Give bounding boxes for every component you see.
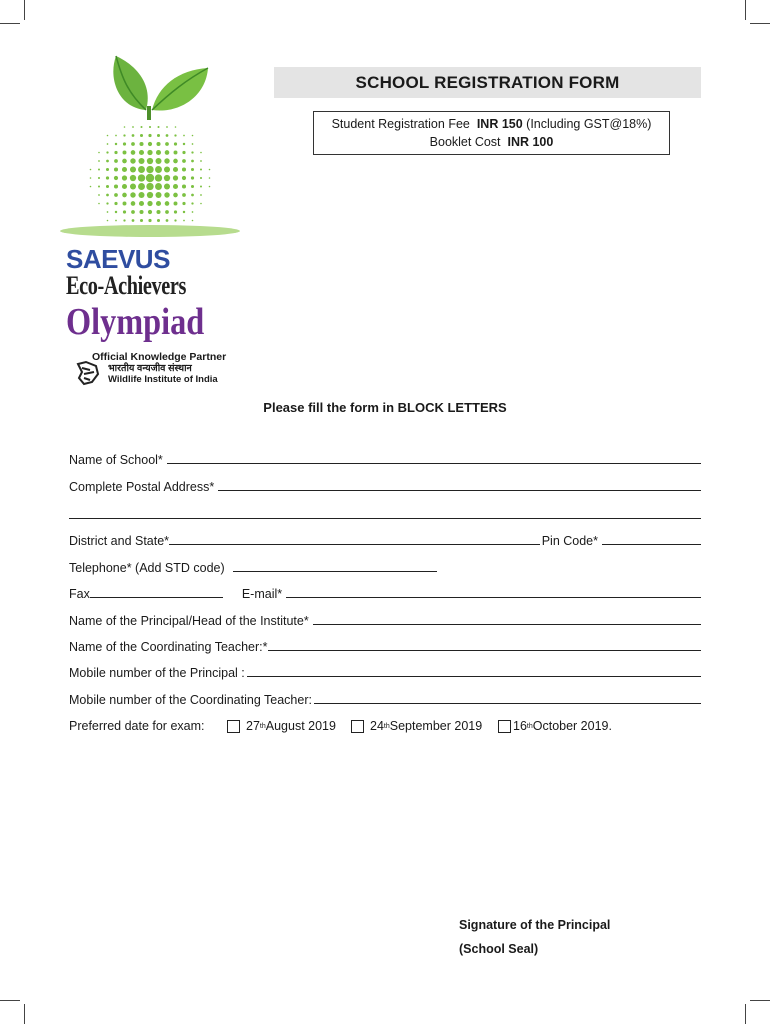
globe-dot (155, 174, 162, 181)
globe-dot (106, 160, 109, 163)
telephone-label: Telephone* (Add STD code) (69, 561, 225, 575)
partner-hindi: भारतीय वन्यजीव संस्थान (108, 363, 192, 374)
globe-dot (138, 166, 145, 173)
globe-dot (107, 220, 109, 222)
booklet-amount: INR 100 (507, 135, 554, 149)
principal-row (69, 614, 701, 628)
globe-dot (166, 126, 168, 128)
school-seal-label: (School Seal) (459, 942, 539, 956)
email-field[interactable] (286, 596, 701, 598)
coordinator-name-field[interactable] (268, 649, 702, 651)
globe-dot (123, 151, 127, 155)
globe-dot (106, 168, 109, 171)
globe-dot (122, 159, 127, 164)
crop-mark (750, 1000, 770, 1001)
globe-dot (130, 192, 135, 197)
knowledge-partner (78, 352, 226, 385)
globe-dot (165, 150, 170, 155)
instruction-text: Please fill the form in BLOCK LETTERS (263, 400, 507, 415)
tiger-emblem-icon (76, 360, 100, 386)
globe-dot (114, 151, 117, 154)
globe-dot (164, 183, 170, 189)
globe-dot (192, 220, 194, 222)
globe-dot (173, 184, 178, 189)
globe-dot (157, 219, 160, 222)
principal-mobile-row (69, 666, 701, 680)
globe-dot (156, 142, 160, 146)
address-row-2 (69, 506, 701, 522)
globe-dot (191, 176, 194, 179)
globe-dot (174, 202, 178, 206)
globe-dot (114, 193, 118, 197)
globe-dot (122, 184, 127, 189)
exam-option-october (498, 719, 612, 733)
globe-dot (164, 175, 170, 181)
globe-dot (182, 159, 186, 163)
globe-dot (200, 160, 202, 162)
globe-dot (90, 177, 92, 179)
globe-dot (114, 176, 118, 180)
globe-dot (115, 211, 117, 213)
school-name-field[interactable] (167, 462, 701, 464)
globe-dot (164, 166, 170, 172)
globe-dot (191, 160, 194, 163)
globe-dot (139, 142, 143, 146)
globe-dot (139, 150, 144, 155)
school-name-label: Name of School* (69, 453, 163, 467)
exam-option-checkbox[interactable] (351, 720, 364, 733)
globe-dot (114, 202, 117, 205)
globe-dot (174, 210, 177, 213)
exam-date-row (69, 719, 701, 733)
globe-dot (183, 220, 185, 222)
exam-option-month: October 2019. (532, 719, 612, 733)
globe-dot (191, 151, 193, 153)
principal-mobile-label: Mobile number of the Principal : (69, 666, 245, 680)
globe-dot (106, 194, 109, 197)
globe-dot (165, 201, 170, 206)
globe-dot (183, 143, 185, 145)
globe-dot (130, 175, 136, 181)
globe-dot (98, 177, 100, 179)
address-row (69, 480, 701, 494)
fee-label: Student Registration Fee (331, 117, 470, 131)
globe-dot (147, 150, 152, 155)
globe-dot (155, 183, 162, 190)
fax-label: Fax (69, 587, 90, 601)
globe-dot (107, 211, 109, 213)
globe-dot (209, 186, 211, 188)
globe-dot (132, 134, 135, 137)
exam-option-suffix: th (383, 722, 390, 730)
exam-option-month: September 2019 (389, 719, 483, 733)
globe-dot (138, 158, 144, 164)
fax-email-row (69, 587, 701, 601)
globe-dot (156, 210, 160, 214)
globe-dot (183, 135, 185, 137)
fee-amount: INR 150 (476, 117, 523, 131)
globe-dot (123, 219, 125, 221)
globe-dot (132, 126, 134, 128)
coordinator-mobile-field[interactable] (314, 702, 701, 704)
brand-olympiad: Olympiad (66, 301, 205, 343)
globe-dot (182, 176, 186, 180)
globe-dot (149, 126, 151, 128)
globe-dot (182, 202, 185, 205)
crop-mark (750, 23, 770, 24)
globe-dot (191, 185, 194, 188)
globe-dot (132, 219, 135, 222)
pin-code-field[interactable] (602, 543, 701, 545)
globe-dot (138, 174, 145, 181)
coordinator-name-label: Name of the Coordinating Teacher:* (69, 640, 268, 654)
email-label: E-mail* (241, 587, 283, 601)
globe-dot (123, 142, 126, 145)
globe-dot (130, 166, 136, 172)
brand-name: SAEVUS (66, 244, 170, 274)
exam-option-september (351, 719, 498, 733)
pin-code-label: Pin Code* (541, 534, 598, 548)
globe-dot (182, 151, 185, 154)
globe-dot (173, 159, 178, 164)
globe-dot (174, 219, 176, 221)
globe-dot (98, 160, 100, 162)
globe-dot (147, 192, 153, 198)
globe-dot (209, 169, 211, 171)
globe-dot (138, 183, 145, 190)
globe-dot (164, 158, 169, 163)
crop-mark (745, 1004, 746, 1024)
globe-dot (122, 167, 127, 172)
globe-dot (182, 184, 186, 188)
booklet-label: Booklet Cost (429, 135, 501, 149)
exam-option-day: 24 (370, 719, 384, 733)
globe-dot (115, 143, 117, 145)
globe-dot (148, 134, 151, 137)
district-field[interactable] (169, 543, 540, 545)
globe-dot (156, 150, 161, 155)
globe-dot (98, 168, 100, 170)
address-label: Complete Postal Address* (69, 480, 215, 494)
principal-name-field[interactable] (313, 623, 701, 625)
globe-dot (140, 126, 142, 128)
globe-dot (90, 186, 92, 188)
globe-dot (147, 158, 153, 164)
globe-dot (140, 219, 143, 222)
globe-dot (155, 166, 162, 173)
globe-dot (131, 142, 135, 146)
crop-mark (24, 0, 25, 20)
globe-dot (146, 174, 154, 182)
exam-option-suffix: th (259, 722, 266, 730)
globe-dot (166, 219, 169, 222)
globe-dot (131, 210, 135, 214)
fax-field[interactable] (90, 596, 223, 598)
globe-dot (200, 177, 202, 179)
globe-dot (166, 134, 169, 137)
telephone-row (69, 561, 469, 575)
coordinator-row (69, 640, 701, 654)
globe-dot (123, 210, 126, 213)
globe-dot (209, 177, 211, 179)
globe-dot (148, 210, 152, 214)
globe-dot (200, 185, 202, 187)
globe-dot (98, 194, 100, 196)
globe-dot (139, 210, 143, 214)
principal-signature-label: Signature of the Principal (459, 918, 611, 932)
globe-dot (173, 167, 178, 172)
globe-dot (122, 175, 127, 180)
partner-title: Official Knowledge Partner (92, 351, 227, 363)
school-name-row (69, 453, 701, 467)
globe-dot (130, 158, 135, 163)
globe-dot (155, 192, 161, 198)
globe-dot (155, 158, 161, 164)
globe-dot (146, 166, 153, 173)
globe-dot (130, 183, 136, 189)
globe-dot (191, 194, 194, 197)
globe-dot (146, 183, 153, 190)
principal-name-label: Name of the Principal/Head of the Institute* (69, 614, 309, 628)
partner-name: Wildlife Institute of India (108, 374, 218, 385)
globe-dot (124, 126, 126, 128)
globe-dot (174, 142, 177, 145)
district-row (69, 534, 701, 548)
globe-dot (98, 152, 100, 154)
globe-dot (165, 210, 169, 214)
globe-dot (107, 143, 109, 145)
globe-dot (182, 167, 186, 171)
globe-dot (147, 201, 152, 206)
brand-subtitle: Eco-Achievers (66, 271, 186, 300)
globe-dot (115, 135, 117, 137)
globe-dot (173, 175, 178, 180)
exam-date-label: Preferred date for exam: (69, 719, 205, 733)
globe-dot (156, 201, 161, 206)
globe-dot (106, 202, 108, 204)
globe-dot (98, 203, 100, 205)
globe-dot (157, 134, 160, 137)
globe-dot (191, 168, 194, 171)
globe-dot (140, 134, 143, 137)
globe-dot (183, 211, 185, 213)
address-field-line-2[interactable] (69, 517, 701, 519)
globe-dot (174, 151, 178, 155)
coordinator-mobile-row (69, 693, 701, 707)
telephone-field[interactable] (233, 570, 437, 572)
globe-dot (157, 126, 159, 128)
principal-mobile-field[interactable] (247, 675, 701, 677)
globe-dot (174, 134, 176, 136)
crop-mark (24, 1004, 25, 1024)
exam-option-august (227, 719, 351, 733)
globe-dot (192, 135, 194, 137)
exam-option-suffix: th (526, 722, 533, 730)
globe-dot (90, 169, 92, 171)
globe-dot (115, 220, 117, 222)
exam-option-month: August 2019 (265, 719, 336, 733)
crop-mark (0, 1000, 20, 1001)
globe-dot (107, 135, 109, 137)
district-label: District and State* (69, 534, 170, 548)
globe-dot (114, 184, 118, 188)
globe-dot (200, 152, 202, 154)
globe-dot (98, 185, 100, 187)
globe-dot (123, 202, 127, 206)
globe-dot (106, 185, 109, 188)
globe-dot (114, 159, 118, 163)
globe-dot (131, 150, 136, 155)
crop-mark (0, 23, 20, 24)
globe-dot (131, 201, 136, 206)
exam-option-checkbox[interactable] (498, 720, 511, 733)
globe-dot (138, 192, 144, 198)
globe-dot (123, 134, 125, 136)
exam-option-day: 16 (513, 719, 527, 733)
globe-dot (106, 176, 109, 179)
globe-dot (200, 194, 202, 196)
globe-dot (165, 142, 169, 146)
globe-dot (200, 203, 202, 205)
globe-dot (164, 192, 169, 197)
globe-dot (122, 193, 127, 198)
crop-mark (745, 0, 746, 20)
fee-box (313, 111, 670, 155)
fee-note: (Including GST@18%) (526, 117, 652, 131)
globe-dot (192, 211, 194, 213)
exam-option-checkbox[interactable] (227, 720, 240, 733)
globe-dot (106, 151, 108, 153)
globe-dot (139, 201, 144, 206)
globe-dot (192, 143, 194, 145)
coordinator-mobile-label: Mobile number of the Coordinating Teacher: (69, 693, 312, 707)
globe-dot (148, 142, 152, 146)
exam-option-day: 27 (246, 719, 260, 733)
globe-dot (148, 219, 151, 222)
globe-dot (173, 193, 178, 198)
globe-dot (191, 202, 193, 204)
globe-dot (114, 167, 118, 171)
address-field[interactable] (218, 489, 701, 491)
globe-dot (175, 126, 177, 128)
globe-dot (182, 193, 186, 197)
form-title: SCHOOL REGISTRATION FORM (274, 67, 701, 98)
globe-dot (200, 168, 202, 170)
